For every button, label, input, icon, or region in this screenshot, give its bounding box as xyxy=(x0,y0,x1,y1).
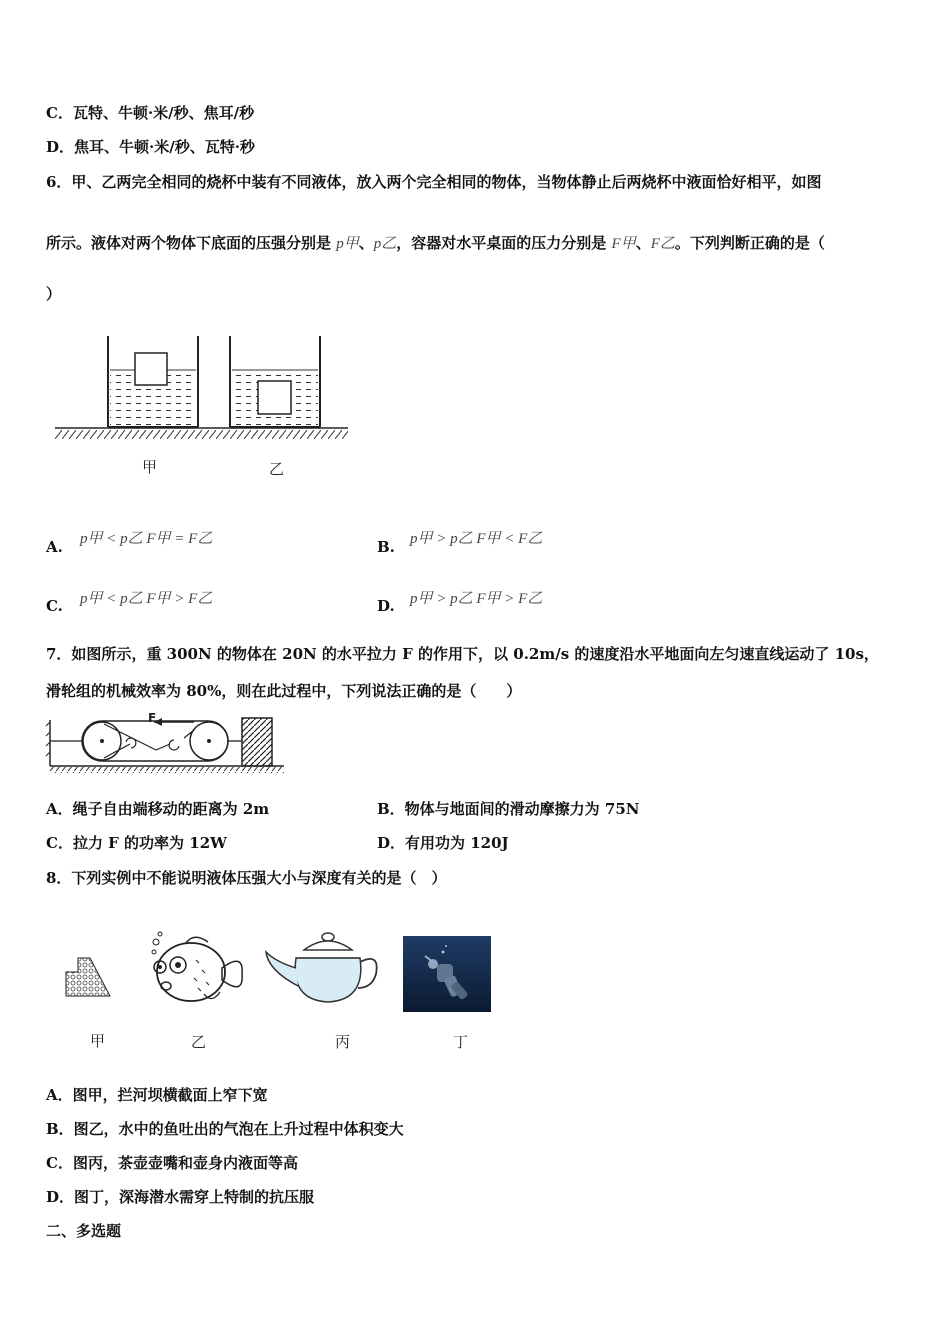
teapot-figure xyxy=(262,922,382,1006)
q7-option-a: A．绳子自由端移动的距离为 2m xyxy=(46,800,270,818)
dam-figure xyxy=(64,956,114,998)
q7-stem-line2: 滑轮组的机械效率为 80%，则在此过程中，下列说法正确的是（ ） xyxy=(46,682,522,700)
fish-figure xyxy=(146,930,246,1008)
q8-option-a: A．图甲，拦河坝横截面上窄下宽 xyxy=(46,1086,268,1104)
q6-stem-line1: 6．甲、乙两完全相同的烧杯中装有不同液体，放入两个完全相同的物体，当物体静止后两烧杯中液面恰好相平，如图 xyxy=(46,173,822,191)
q6-stem-text-c: 。下列判断正确的是（ xyxy=(674,234,825,252)
q7-stem-line1: 7．如图所示，重 300N 的物体在 20N 的水平拉力 F 的作用下，以 0.2m/s 的速度沿水平地面向左匀速直线运动了 10s， xyxy=(46,645,879,663)
q6-fig-label-jia: 甲 xyxy=(142,458,158,476)
q8-fig-label-yi: 乙 xyxy=(191,1033,207,1051)
diver-figure xyxy=(403,936,491,1012)
q7-option-c: C．拉力 F 的功率为 12W xyxy=(46,834,227,852)
q7-force-label: F xyxy=(148,711,157,725)
q8-option-d: D．图丁，深海潜水需穿上特制的抗压服 xyxy=(46,1188,315,1206)
q7-option-d: D．有用功为 120J xyxy=(377,834,509,852)
q6-sep2: 、 xyxy=(635,234,651,252)
q8-stem: 8．下列实例中不能说明液体压强大小与深度有关的是（ ） xyxy=(46,869,447,887)
q5-option-d: D．焦耳、牛顿·米/秒、瓦特·秒 xyxy=(46,138,255,156)
q6-p-yi: p乙 xyxy=(373,236,397,252)
q8-fig-label-bing: 丙 xyxy=(335,1033,351,1051)
q8-fig-label-ding: 丁 xyxy=(453,1033,469,1051)
q6-option-d-letter: D. xyxy=(377,597,395,615)
q5-option-c: C．瓦特、牛顿·米/秒、焦耳/秒 xyxy=(46,104,255,122)
q6-sep1: 、 xyxy=(358,234,374,252)
q7-pulley-figure xyxy=(44,708,294,774)
q6-f-jia: F甲 xyxy=(611,236,636,252)
q6-stem-text-b: ，容器对水平桌面的压力分别是 xyxy=(396,234,607,252)
q6-stem-text-a: 所示。液体对两个物体下底面的压强分别是 xyxy=(46,234,332,252)
q6-option-c-letter: C. xyxy=(46,597,63,615)
q8-fig-label-jia: 甲 xyxy=(90,1032,106,1050)
q6-fig-label-yi: 乙 xyxy=(269,460,285,478)
q6-option-a-letter: A. xyxy=(46,538,63,556)
q8-option-b: B．图乙，水中的鱼吐出的气泡在上升过程中体积变大 xyxy=(46,1120,404,1138)
q6-option-a-formula: p甲 < p乙 F甲 = F乙 xyxy=(80,531,213,547)
q6-p-jia: p甲 xyxy=(336,236,359,252)
q6-option-b-letter: B. xyxy=(377,538,395,556)
q6-option-c-formula: p甲 < p乙 F甲 > F乙 xyxy=(80,591,213,607)
q6-stem-line3: ） xyxy=(46,285,62,303)
q6-beakers-figure xyxy=(55,330,355,490)
beaker-jia xyxy=(108,336,198,427)
section-title-multiple-choice: 二、多选题 xyxy=(46,1222,122,1240)
q7-option-b: B．物体与地面间的滑动摩擦力为 75N xyxy=(377,800,640,818)
q8-option-c: C．图丙，茶壶壶嘴和壶身内液面等高 xyxy=(46,1154,298,1172)
q6-stem-line2 xyxy=(46,232,825,253)
q6-f-yi: F乙 xyxy=(650,236,675,252)
beaker-yi xyxy=(230,336,320,427)
q6-option-b-formula: p甲 > p乙 F甲 < F乙 xyxy=(410,531,543,547)
q6-option-d-formula: p甲 > p乙 F甲 > F乙 xyxy=(410,591,543,607)
